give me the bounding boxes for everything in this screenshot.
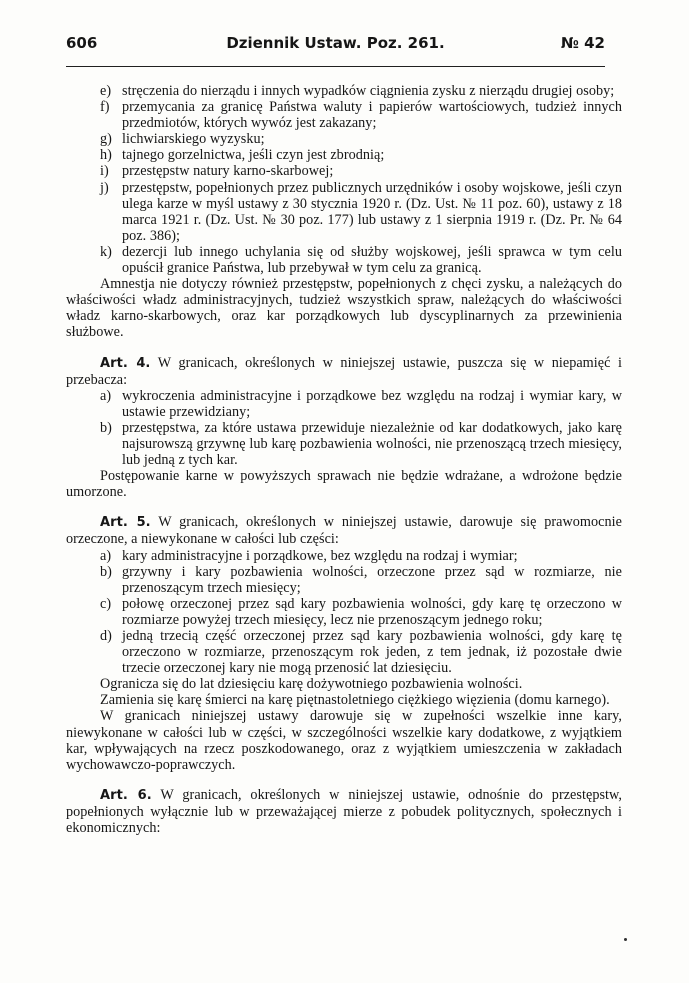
item-text: przestępstw natury karno-skarbowej; (122, 163, 334, 180)
list-item (66, 83, 622, 99)
item-text: dezercji lub innego uchylania się od służby wojskowej, jeśli sprawca w tym celu opuścił granice Państwa, lub przebywał w tym celu za granicą. (122, 243, 622, 277)
amnesty-paragraph: Amnestja nie dotyczy również przestępstw, popełnionych z chęci zysku, a należących do właściwości władz administracyjnych, tudzież wszystkich spraw, należących do właściwości władz karno-skarbowych, oraz kar porządkowych lub dyscyplinarnych za przewinienia służbowe. (66, 276, 622, 341)
item-label: h) (100, 147, 112, 164)
item-label: b) (100, 563, 112, 580)
journal-title: Dziennik Ustaw. Poz. 261. (226, 34, 445, 52)
item-label: g) (100, 131, 112, 148)
list-item (66, 180, 622, 244)
issue-number: № 42 (560, 34, 605, 52)
header-rule (66, 66, 605, 67)
item-text: grzywny i kary pozbawienia wolności, orzeczone przez sąd w rozmiarze, nie przenoszącym trzech miesięcy; (122, 563, 622, 596)
item-label: k) (100, 243, 112, 260)
article-6-intro-text: W granicach, określonych w niniejszej ustawie, odnośnie do przestępstw, popełnionych wyłącznie lub w przeważającej mierze z pobudek politycznych, społecznych i ekonomicznych: (66, 786, 622, 837)
item-text: jedną trzecią część orzeczonej przez sąd kary pozbawienia wolności, gdy karę tę orzeczono w rozmiarze, przenoszącym rok jeden, z tem jednak, iż pozostałe dwie trzecie orzeczonej kary nie mogą przenosić lat dziesięciu. (122, 628, 622, 677)
item-label: d) (100, 628, 112, 644)
list-item (66, 388, 622, 420)
list-item (66, 244, 622, 276)
article-5-paragraph: W granicach niniejszej ustawy darowuje się w zupełności wszelkie inne kary, niewykonane w całości lub w części, w szczególności wszelkie kary dodatkowe, z wyjątkiem kar, wpływających na rzecz poszkodowanego, oraz z wyjątkiem umieszczenia w zakładach wychowawczo-poprawczych. (66, 708, 622, 773)
item-text: stręczenia do nierządu i innych wypadków ciągnienia zysku z nierządu drugiej osoby; (122, 83, 615, 99)
item-text: przestępstwa, za które ustawa przewiduje niezależnie od kar dodatkowych, jako karę najsurowszą grzywnę lub karę pozbawienia wolności, nie przenoszącą trzech miesięcy, lub jedną z tych kar. (122, 419, 622, 469)
list-item (66, 131, 622, 147)
article-5-paragraph: Zamienia się karę śmierci na karę piętnastoletniego ciężkiego więzienia (domu karnego). (100, 692, 610, 709)
list-item (66, 147, 622, 163)
list-item (66, 564, 622, 596)
list-item (66, 163, 622, 179)
item-text: lichwiarskiego wyzysku; (122, 131, 265, 148)
list-item (66, 628, 622, 676)
list-item (66, 99, 622, 131)
list-item (66, 420, 622, 468)
item-text: wykroczenia administracyjne i porządkowe bez względu na rodzaj i wymiar kary, w ustawie przewidziany; (122, 387, 622, 420)
document-body (66, 83, 622, 836)
item-label: a) (100, 387, 112, 404)
item-text: kary administracyjne i porządkowe, bez względu na rodzaj i wymiar; (122, 547, 518, 564)
article-4-intro-text: W granicach, określonych w niniejszej ustawie, puszcza się w niepamięć i przebacza: (66, 354, 622, 388)
article-5-paragraph: Ogranicza się do lat dziesięciu karę dożywotniego pozbawienia wolności. (100, 676, 523, 693)
item-label: e) (100, 83, 112, 99)
item-label: c) (100, 595, 112, 612)
item-label: b) (100, 419, 112, 436)
item-text: tajnego gorzelnictwa, jeśli czyn jest zbrodnią; (122, 147, 385, 164)
article-4-closing: Postępowanie karne w powyższych sprawach nie będzie wdrażane, a wdrożone będzie umorzone. (66, 468, 622, 501)
item-label: a) (100, 547, 112, 564)
page-number: 606 (66, 34, 98, 52)
item-label: i) (100, 163, 109, 180)
print-speck (624, 938, 627, 941)
item-text: połowę orzeczonej przez sąd kary pozbawienia wolności, gdy karę tę orzeczono w rozmiarze powyżej trzech miesięcy, lecz nie przenoszącym jednego roku; (122, 595, 622, 628)
article-6-heading: Art. 6. (100, 787, 152, 803)
item-label: j) (100, 179, 109, 196)
page-header (66, 34, 605, 56)
item-text: przemycania za granicę Państwa waluty i papierów wartościowych, tudzież innych przedmiotów, których wywóz jest zakazany; (122, 99, 622, 132)
item-label: f) (100, 99, 110, 116)
article-4-intro (66, 355, 622, 388)
article-6-intro (66, 787, 622, 836)
article-5-heading: Art. 5. (100, 515, 151, 531)
list-item (66, 596, 622, 628)
article-5-intro-text: W granicach, określonych w niniejszej ustawie, darowuje się prawomocnie orzeczone, a niewykonane w całości lub części: (66, 514, 622, 548)
article-4-heading: Art. 4. (100, 355, 151, 371)
list-item (66, 548, 622, 564)
item-text: przestępstw, popełnionych przez publicznych urzędników i osoby wojskowe, jeśli czyn ulega karze w myśl ustawy z 30 stycznia 1920 r. (Dz. Ust. № 11 poz. 60), ustawy z 18 marca 1921 r. (Dz. Ust. № 30 poz. 177) lub ustawy z 1 sierpnia 1919 r. (Dz. Pr. № 64 poz. 386); (122, 179, 622, 244)
article-5-intro (66, 514, 622, 547)
